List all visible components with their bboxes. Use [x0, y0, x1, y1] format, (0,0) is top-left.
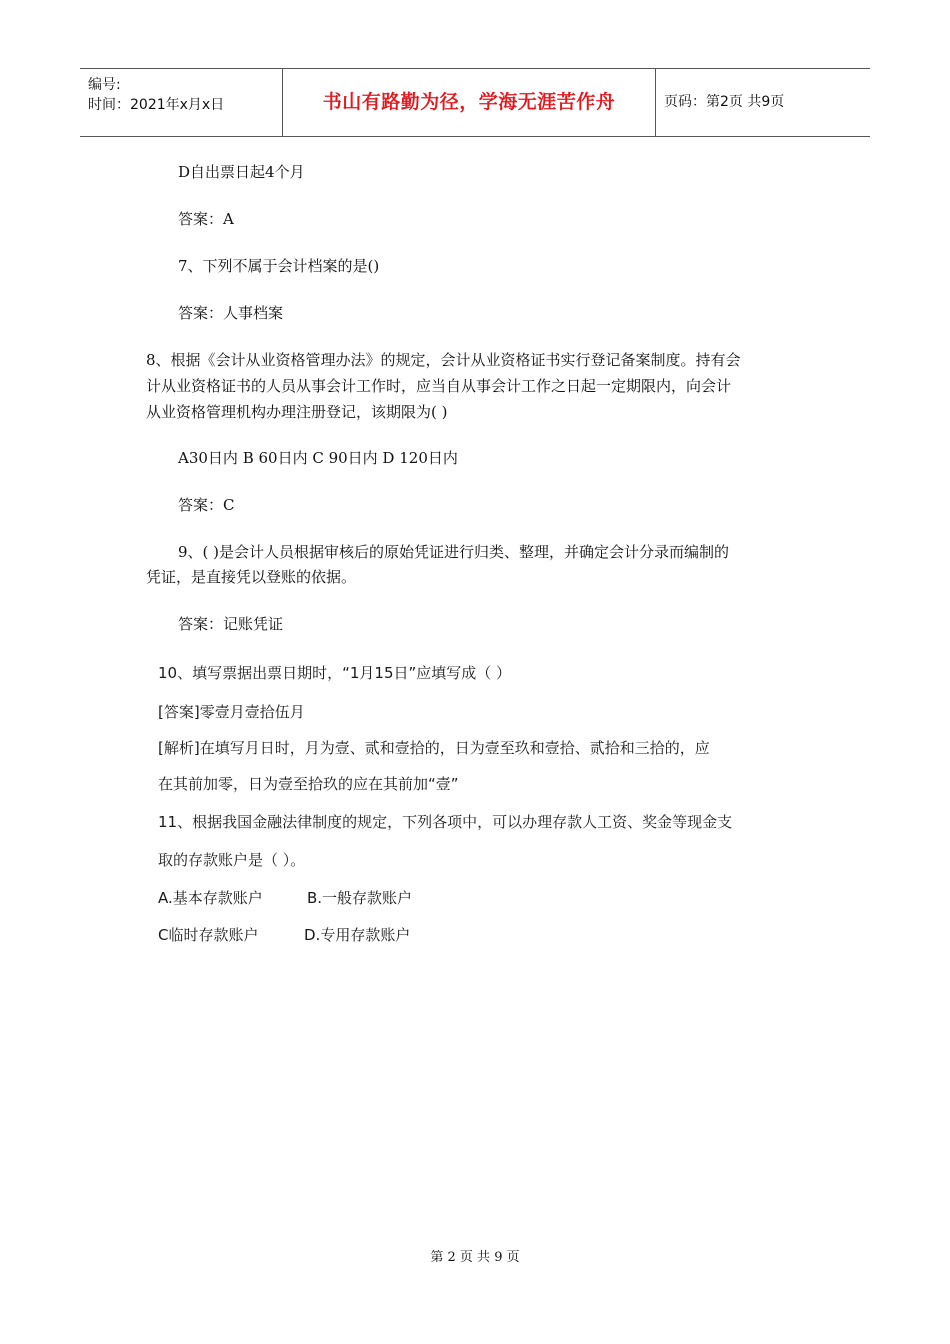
q11-option-c: C临时存款账户 — [158, 926, 259, 944]
q6-answer: 答案：A — [178, 210, 234, 228]
q11-question-line-1: 11、根据我国金融法律制度的规定，下列各项中，可以办理存款人工资、奖金等现金支 — [158, 813, 733, 831]
q6-option-d: D自出票日起4个月 — [178, 163, 305, 181]
q8-answer: 答案：C — [178, 496, 235, 514]
q11-question-line-2: 取的存款账户是（ ）。 — [158, 851, 306, 869]
q11-option-d: D.专用存款账户 — [304, 926, 411, 944]
q9-answer: 答案：记账凭证 — [178, 615, 284, 633]
q8-question-line-1: 8、根据《会计从业资格管理办法》的规定，会计从业资格证书实行登记备案制度。持有会 — [146, 351, 741, 369]
q10-answer: [答案]零壹月壹拾伍月 — [158, 703, 305, 721]
q8-options: A30日内 B 60日内 C 90日内 D 120日内 — [178, 449, 458, 467]
q7-answer: 答案：人事档案 — [178, 304, 284, 322]
q9-question-line-2: 凭证，是直接凭以登账的依据。 — [146, 568, 357, 586]
page-footer: 第 2 页 共 9 页 — [430, 1250, 520, 1265]
q11-option-a: A.基本存款账户 — [158, 889, 263, 907]
q10-analysis-line-1: [解析]在填写月日时，月为壹、贰和壹拾的，日为壹至玖和壹拾、贰拾和三拾的，应 — [158, 739, 710, 757]
header-page-number: 页码：第2页 共9页 — [664, 94, 785, 110]
q9-question-line-1: 9、( )是会计人员根据审核后的原始凭证进行归类、整理，并确定会计分录而编制的 — [178, 543, 730, 561]
q10-question: 10、填写票据出票日期时，“1月15日”应填写成（ ） — [158, 664, 512, 682]
document-number-label: 编号: — [88, 77, 121, 93]
document-time-label: 时间：2021年x月x日 — [88, 97, 225, 113]
header-meta — [80, 69, 283, 136]
q8-question-line-2: 计从业资格证书的人员从事会计工作时，应当自从事会计工作之日起一定期限内，向会计 — [146, 377, 732, 395]
header-motto: 书山有路勤为径，学海无涯苦作舟 — [322, 91, 616, 113]
q8-question-line-3: 从业资格管理机构办理注册登记，该期限为( ) — [146, 403, 448, 421]
q7-question: 7、下列不属于会计档案的是() — [178, 257, 380, 275]
q10-analysis-line-2: 在其前加零，日为壹至拾玖的应在其前加“壹” — [158, 775, 459, 793]
header-motto-cell — [283, 69, 656, 136]
page-header — [80, 68, 870, 137]
q11-option-b: B.一般存款账户 — [307, 889, 413, 907]
